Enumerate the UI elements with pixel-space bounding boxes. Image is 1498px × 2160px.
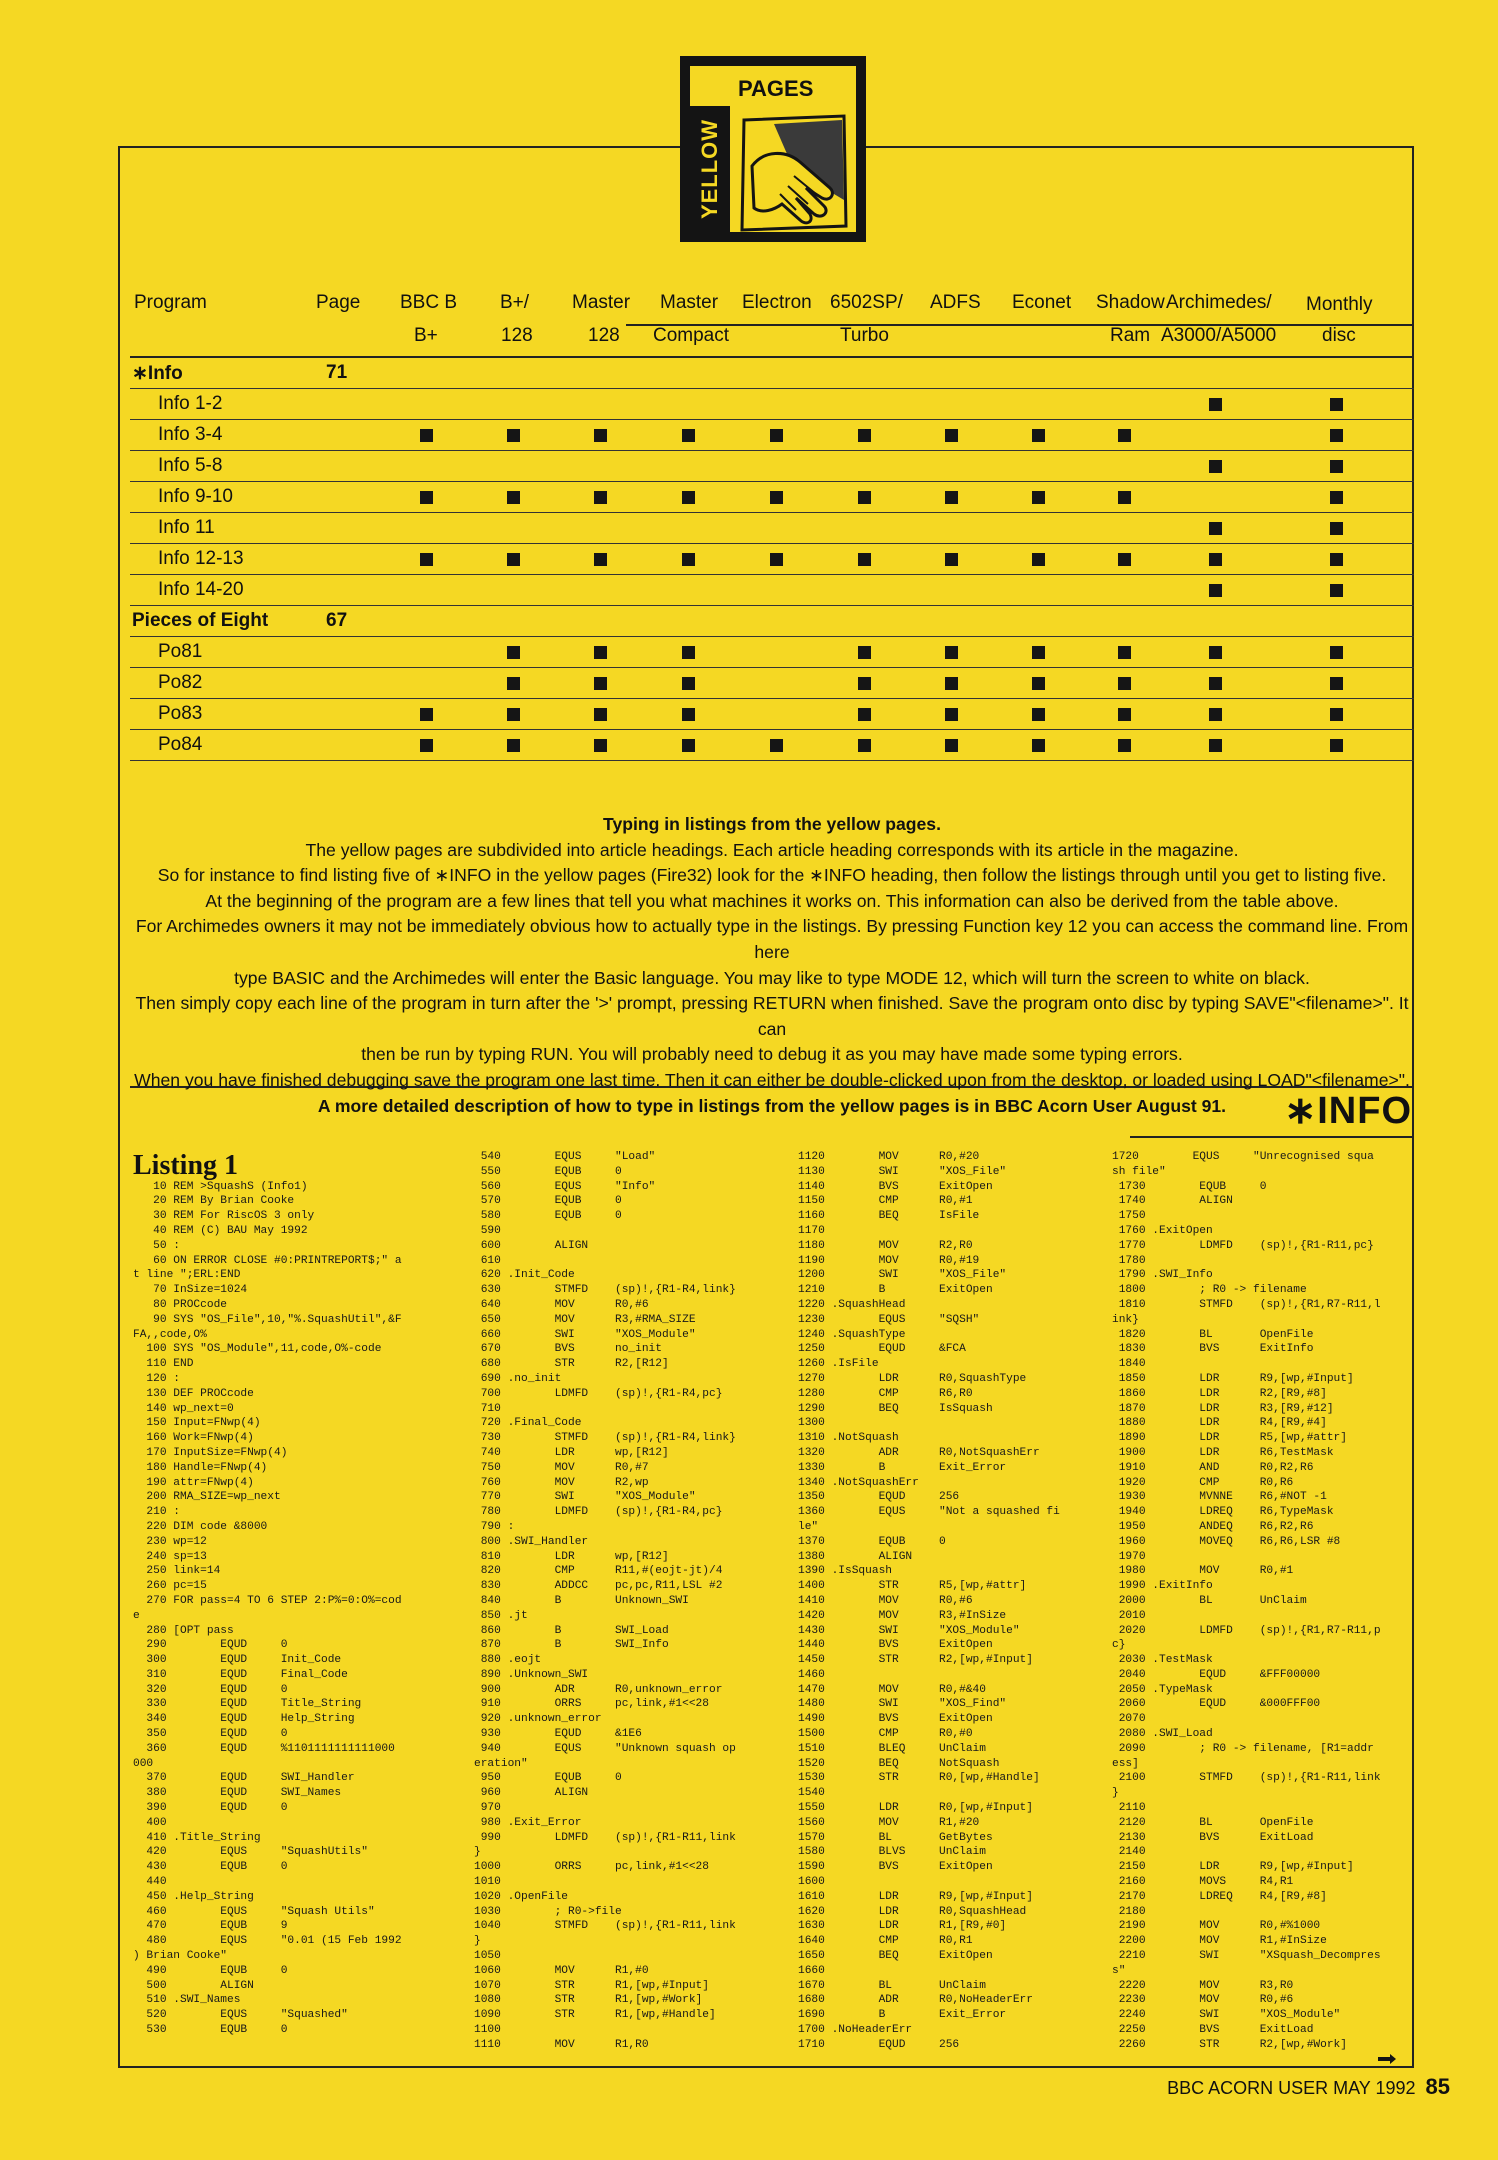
- compat-mark: [1118, 677, 1131, 690]
- instructions-line: then be run by typing RUN. You will probably need to debug it as you may have made some typing errors.: [361, 1044, 1183, 1065]
- typing-instructions: [130, 812, 1414, 1119]
- compat-mark: [945, 553, 958, 566]
- table-row: [130, 544, 1414, 575]
- instructions-line: So for instance to find listing five of ∗INFO in the yellow pages (Fire32) look for the ∗INFO heading, then follow the listings through until you get to listing five.: [157, 865, 1387, 886]
- col-master128-header-2: 128: [588, 325, 620, 346]
- compat-mark: [858, 429, 871, 442]
- compat-mark: [507, 677, 520, 690]
- compat-mark: [420, 491, 433, 504]
- row-page: 71: [326, 362, 348, 383]
- table-row: [130, 637, 1414, 668]
- col-bbcb-header: BBC B: [400, 292, 458, 313]
- table-row: [130, 389, 1414, 420]
- compat-mark: [682, 553, 695, 566]
- instructions-line: At the beginning of the program are a few lines that tell you what machines it works on. This information can also be derived from the table above.: [205, 890, 1339, 911]
- compat-mark: [507, 429, 520, 442]
- compat-mark: [1330, 460, 1343, 473]
- frame-left-rule: [118, 146, 120, 2068]
- instructions-line: The yellow pages are subdivided into article headings. Each article heading corresponds with its article in the magazine.: [305, 839, 1239, 860]
- row-label: Info 12-13: [158, 548, 244, 569]
- compat-mark: [594, 491, 607, 504]
- compat-mark: [945, 491, 958, 504]
- magazine-issue: BBC ACORN USER MAY 1992: [1167, 2078, 1416, 2098]
- compat-mark: [1118, 739, 1131, 752]
- compat-mark: [420, 553, 433, 566]
- col-econet-header: Econet: [1012, 292, 1072, 313]
- compat-mark: [1209, 739, 1222, 752]
- section-title-rule: [1130, 1136, 1414, 1138]
- compat-mark: [1209, 708, 1222, 721]
- compat-mark: [682, 739, 695, 752]
- col-shadowram-header: Shadow: [1096, 292, 1165, 313]
- row-label: Info 3-4: [158, 424, 223, 445]
- row-page: 67: [326, 610, 348, 631]
- compat-mark: [507, 646, 520, 659]
- compat-mark: [1330, 491, 1343, 504]
- top-rule-right: [866, 146, 1414, 148]
- compat-mark: [858, 739, 871, 752]
- logo-pages-word: PAGES: [738, 76, 814, 101]
- compat-mark: [1209, 398, 1222, 411]
- compat-mark: [858, 708, 871, 721]
- compat-mark: [945, 429, 958, 442]
- compat-mark: [1032, 429, 1045, 442]
- logo-yellow-band: [690, 106, 730, 232]
- compat-mark: [1032, 677, 1045, 690]
- table-row: [130, 699, 1414, 730]
- compat-mark: [1118, 708, 1131, 721]
- compat-mark: [594, 708, 607, 721]
- compat-mark: [594, 429, 607, 442]
- section-title: ∗INFO: [1284, 1090, 1412, 1132]
- row-label: Po82: [158, 672, 203, 693]
- code-column-1: 10 REM >SquashS (Info1) 20 REM By Brian Cooke 30 REM For RiscOS 3 only 40 REM (C) BAU May 1992 50 : 60 ON ERROR CLOSE #0:PRINTREPORT$;" a t line ";ERL:END 70 InSize=1024 80 PROCcode 90 SYS "OS_File",10,"%.SquashUtil",&F FA,,code,O% 100 SYS "OS_Module",11,code,O%-code 110 END 120 : 130 DEF PROCcode 140 wp_next=0 150 Input=FNwp(4) 160 Work=FNwp(4) 170 InputSize=FNwp(4) 180 Handle=FNwp(4) 190 attr=FNwp(4) 200 RMA_SIZE=wp_next 210 : 220 DIM code &8000 230 wp=12 240 sp=13 250 link=14 260 pc=15 270 FOR pass=4 TO 6 STEP 2:P%=0:O%=cod e 280 [OPT pass 290 EQUD 0 300 EQUD Init_Code 310 EQUD Final_Code 320 EQUD 0 330 EQUD Title_String 340 EQUD Help_String 350 EQUD 0 360 EQUD %1101111111111000 000 370 EQUD SWI_Handler 380 EQUD SWI_Names 390 EQUD 0 400 410 .Title_String 420 EQUS "SquashUtils" 430 EQUB 0 440 450 .Help_String 460 EQUS "Squash Utils" 470 EQUB 9 480 EQUS "0.01 (15 Feb 1992 ) Brian Cooke" 490 EQUB 0 500 ALIGN 510 .SWI_Names 520 EQUS "Squashed" 530 EQUB 0: [133, 1180, 402, 2037]
- code-column-2: 540 EQUS "Load" 550 EQUB 0 560 EQUS "Info" 570 EQUB 0 580 EQUB 0 590 600 ALIGN 610 620 .Init_Code 630 STMFD (sp)!,{R1-R4,link} 640 MOV R0,#6 650 MOV R3,#RMA_SIZE 660 SWI "XOS_Module" 670 BVS no_init 680 STR R2,[R12] 690 .no_init 700 LDMFD (sp)!,{R1-R4,pc} 710 720 .Final_Code 730 STMFD (sp)!,{R1-R4,link} 740 LDR wp,[R12] 750 MOV R0,#7 760 MOV R2,wp 770 SWI "XOS_Module" 780 LDMFD (sp)!,{R1-R4,pc} 790 : 800 .SWI_Handler 810 LDR wp,[R12] 820 CMP R11,#(eojt-jt)/4 830 ADDCC pc,pc,R11,LSL #2 840 B Unknown_SWI 850 .jt 860 B SWI_Load 870 B SWI_Info 880 .eojt 890 .Unknown_SWI 900 ADR R0,unknown_error 910 ORRS pc,link,#1<<28 920 .unknown_error 930 EQUD &1E6 940 EQUS "Unknown squash op eration" 950 EQUB 0 960 ALIGN 970 980 .Exit_Error 990 LDMFD (sp)!,{R1-R11,link } 1000 ORRS pc,link,#1<<28 1010 1020 .OpenFile 1030 ; R0->file 1040 STMFD (sp)!,{R1-R11,link } 1050 1060 MOV R1,#0 1070 STR R1,[wp,#Input] 1080 STR R1,[wp,#Work] 1090 STR R1,[wp,#Handle] 1100 1110 MOV R1,R0: [474, 1151, 736, 2051]
- compat-mark: [594, 553, 607, 566]
- table-row: [130, 606, 1414, 637]
- instructions-line: Then simply copy each line of the program in turn after the '>' prompt, pressing RETURN when finished. Save the program onto disc by typing SAVE"<filename>". It can: [135, 993, 1409, 1039]
- compat-mark: [682, 646, 695, 659]
- compat-mark: [420, 739, 433, 752]
- page-number: 85: [1425, 2074, 1450, 2099]
- compat-mark: [1118, 553, 1131, 566]
- compat-mark: [770, 553, 783, 566]
- table-row: [130, 575, 1414, 606]
- compat-mark: [1209, 584, 1222, 597]
- col-bplus-header: B+/: [500, 292, 530, 313]
- instructions-line: When you have finished debugging save the program one last time. Then it can either be double-clicked upon from the desktop, or loaded using LOAD"<filename>".: [134, 1069, 1410, 1090]
- compat-mark: [1330, 553, 1343, 566]
- compat-mark: [682, 708, 695, 721]
- row-label: Info 5-8: [158, 455, 223, 476]
- compat-mark: [420, 708, 433, 721]
- compat-mark: [770, 491, 783, 504]
- table-row: [130, 358, 1414, 389]
- instructions-line: type BASIC and the Archimedes will enter the Basic language. You may like to type MODE 12, which will turn the screen to white on black.: [234, 967, 1310, 988]
- table-row: [130, 730, 1414, 761]
- header-separator: [626, 324, 1414, 326]
- table-row: [130, 513, 1414, 544]
- col-program-header: Program: [134, 292, 207, 313]
- col-mastercompact-header: Master: [660, 292, 719, 313]
- table-row: [130, 451, 1414, 482]
- compat-mark: [682, 429, 695, 442]
- instructions-line: For Archimedes owners it may not be immediately obvious how to actually type in the listings. By pressing Function key 12 you can access the command line. From here: [135, 916, 1409, 962]
- col-shadowram-header-2: Ram: [1110, 325, 1151, 346]
- instructions-closing: A more detailed description of how to type in listings from the yellow pages is in BBC Acorn User August 91.: [317, 1095, 1227, 1116]
- compat-mark: [1209, 460, 1222, 473]
- compat-mark: [594, 739, 607, 752]
- table-row: [130, 668, 1414, 699]
- compat-mark: [682, 677, 695, 690]
- row-label: Po84: [158, 734, 203, 755]
- row-label: ∗Info: [132, 363, 183, 384]
- compat-mark: [858, 677, 871, 690]
- compat-mark: [420, 429, 433, 442]
- listing-title: Listing 1: [133, 1150, 239, 1181]
- compat-mark: [1330, 398, 1343, 411]
- row-label: Info 9-10: [158, 486, 233, 507]
- compat-mark: [1209, 553, 1222, 566]
- compat-mark: [507, 739, 520, 752]
- code-column-4: 1720 EQUS "Unrecognised squa sh file" 1730 EQUB 0 1740 ALIGN 1750 1760 .ExitOpen 1770 LDMFD (sp)!,{R1-R11,pc} 1780 1790 .SWI_Info 1800 ; R0 -> filename 1810 STMFD (sp)!,{R1,R7-R11,l ink} 1820 BL OpenFile 1830 BVS ExitInfo 1840 1850 LDR R9,[wp,#Input] 1860 LDR R2,[R9,#8] 1870 LDR R3,[R9,#12] 1880 LDR R4,[R9,#4] 1890 LDR R5,[wp,#attr] 1900 LDR R6,TestMask 1910 AND R0,R2,R6 1920 CMP R0,R6 1930 MVNNE R6,#NOT -1 1940 LDREQ R6,TypeMask 1950 ANDEQ R6,R2,R6 1960 MOVEQ R6,R6,LSR #8 1970 1980 MOV R0,#1 1990 .ExitInfo 2000 BL UnClaim 2010 2020 LDMFD (sp)!,{R1,R7-R11,p c} 2030 .TestMask 2040 EQUD &FFF00000 2050 .TypeMask 2060 EQUD &000FFF00 2070 2080 .SWI_Load 2090 ; R0 -> filename, [R1=addr ess] 2100 STMFD (sp)!,{R1-R11,link } 2110 2120 BL OpenFile 2130 BVS ExitLoad 2140 2150 LDR R9,[wp,#Input] 2160 MOVS R4,R1 2170 LDREQ R4,[R9,#8] 2180 2190 MOV R0,#%1000 2200 MOV R1,#InSize 2210 SWI "XSquash_Decompres s" 2220 MOV R3,R0 2230 MOV R0,#6 2240 SWI "XOS_Module" 2250 BVS ExitLoad 2260 STR R2,[wp,#Work]: [1112, 1151, 1381, 2051]
- compat-mark: [858, 553, 871, 566]
- col-master128-header: Master: [572, 292, 631, 313]
- col-archimedes-header: Archimedes/: [1166, 292, 1272, 313]
- col-mastercompact-header-2: Compact: [653, 325, 730, 346]
- yellow-pages-logo: [680, 56, 866, 242]
- compat-mark: [1118, 429, 1131, 442]
- frame-bottom-rule: [118, 2066, 1414, 2068]
- compat-mark: [1032, 553, 1045, 566]
- compat-mark: [1032, 708, 1045, 721]
- compat-mark: [1209, 522, 1222, 535]
- col-monthlydisc-header: Monthly: [1306, 294, 1373, 315]
- compat-mark: [507, 553, 520, 566]
- compat-mark: [945, 646, 958, 659]
- table-row: [130, 482, 1414, 513]
- compat-mark: [1032, 739, 1045, 752]
- compat-mark: [858, 646, 871, 659]
- compat-mark: [1032, 646, 1045, 659]
- compat-mark: [945, 677, 958, 690]
- col-6502sp-header: 6502SP/: [830, 292, 903, 313]
- code-column-3: 1120 MOV R0,#20 1130 SWI "XOS_File" 1140 BVS ExitOpen 1150 CMP R0,#1 1160 BEQ IsFile 1170 1180 MOV R2,R0 1190 MOV R0,#19 1200 SWI "XOS_File" 1210 B ExitOpen 1220 .SquashHead 1230 EQUS "SQSH" 1240 .SquashType 1250 EQUD &FCA 1260 .IsFile 1270 LDR R0,SquashType 1280 CMP R6,R0 1290 BEQ IsSquash 1300 1310 .NotSquash 1320 ADR R0,NotSquashErr 1330 B Exit_Error 1340 .NotSquashErr 1350 EQUD 256 1360 EQUS "Not a squashed fi le" 1370 EQUB 0 1380 ALIGN 1390 .IsSquash 1400 STR R5,[wp,#attr] 1410 MOV R0,#6 1420 MOV R3,#InSize 1430 SWI "XOS_Module" 1440 BVS ExitOpen 1450 STR R2,[wp,#Input] 1460 1470 MOV R0,#&40 1480 SWI "XOS_Find" 1490 BVS ExitOpen 1500 CMP R0,#0 1510 BLEQ UnClaim 1520 BEQ NotSquash 1530 STR R0,[wp,#Handle] 1540 1550 LDR R0,[wp,#Input] 1560 MOV R1,#20 1570 BL GetBytes 1580 BLVS UnClaim 1590 BVS ExitOpen 1600 1610 LDR R9,[wp,#Input] 1620 LDR R0,SquashHead 1630 LDR R1,[R9,#0] 1640 CMP R0,R1 1650 BEQ ExitOpen 1660 1670 BL UnClaim 1680 ADR R0,NoHeaderErr 1690 B Exit_Error 1700 .NoHeaderErr 1710 EQUD 256: [798, 1151, 1060, 2051]
- hand-turning-page-icon: [734, 110, 860, 236]
- compat-mark: [1209, 677, 1222, 690]
- logo-yellow-word: YELLOW: [697, 118, 722, 220]
- table-row: [130, 420, 1414, 451]
- compat-mark: [770, 739, 783, 752]
- compat-mark: [1330, 646, 1343, 659]
- row-label: Info 1-2: [158, 393, 223, 414]
- compat-mark: [682, 491, 695, 504]
- instructions-title: Typing in listings from the yellow pages.: [603, 814, 941, 834]
- compat-mark: [858, 491, 871, 504]
- compat-mark: [1118, 646, 1131, 659]
- col-electron-header: Electron: [742, 292, 812, 313]
- col-bbcb-header-2: B+: [414, 325, 438, 346]
- compat-mark: [1330, 522, 1343, 535]
- compat-mark: [770, 429, 783, 442]
- compat-mark: [1032, 491, 1045, 504]
- page-footer: [1167, 2074, 1450, 2100]
- row-label: Info 11: [158, 517, 215, 538]
- row-label: Info 14-20: [158, 579, 244, 600]
- col-6502sp-header-2: Turbo: [840, 325, 889, 346]
- col-adfs-header: ADFS: [930, 292, 981, 313]
- compat-mark: [1330, 739, 1343, 752]
- col-monthlydisc-header-2: disc: [1322, 325, 1356, 346]
- compat-mark: [1330, 708, 1343, 721]
- compat-mark: [945, 708, 958, 721]
- col-page-header: Page: [316, 292, 361, 313]
- compat-mark: [507, 708, 520, 721]
- top-rule-left: [118, 146, 680, 148]
- compat-mark: [1209, 646, 1222, 659]
- row-label: Pieces of Eight: [132, 610, 269, 631]
- compat-mark: [594, 677, 607, 690]
- compat-mark: [1330, 429, 1343, 442]
- compat-mark: [1330, 677, 1343, 690]
- compat-mark: [1118, 491, 1131, 504]
- compat-mark: [594, 646, 607, 659]
- row-label: Po81: [158, 641, 203, 662]
- col-archimedes-header-2: A3000/A5000: [1161, 325, 1277, 346]
- row-label: Po83: [158, 703, 203, 724]
- compat-mark: [945, 739, 958, 752]
- col-bplus-header-2: 128: [501, 325, 533, 346]
- continue-arrow-icon: [1378, 2054, 1396, 2064]
- compat-mark: [507, 491, 520, 504]
- compat-mark: [1330, 584, 1343, 597]
